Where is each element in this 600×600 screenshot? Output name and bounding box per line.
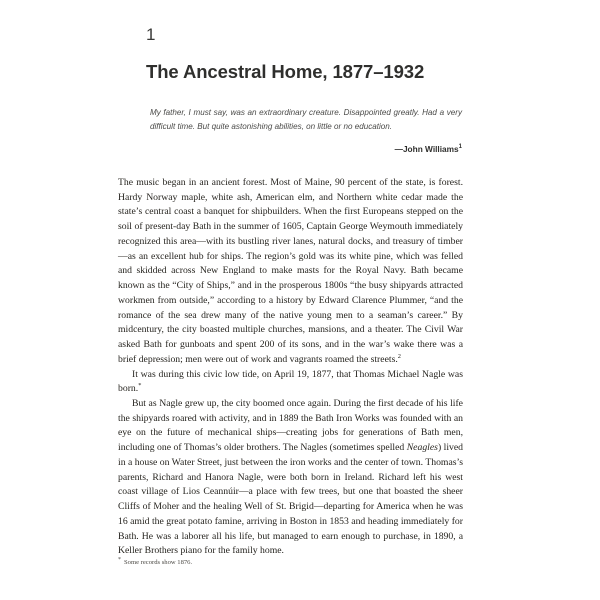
page-title: The Ancestral Home, 1877–1932 bbox=[146, 60, 425, 82]
body-paragraph bbox=[118, 176, 463, 368]
footnote bbox=[118, 558, 463, 567]
footnote-marker: * bbox=[118, 556, 121, 563]
body-run: It was during this civic low tide, on April 19, 1877, that Thomas Michael Nagle was born. bbox=[118, 368, 463, 395]
body-run: ) lived in a house on Water Street, just between the iron works and the center of town. Thomas’s parents, Richard and Hanora Nagle, were both born in Ireland. Richard left his west coast village of Lios Ceannúir—a place with few trees, but one that boasted the sheer Cliffs of Moher and the healing Well of St. Brigid—departing for America when he was 16 amid the great potato famine, arriving in Boston in 1853 and heading immediately for Bath. He was a laborer all his life, but managed to earn enough to purchase, in 1890, a Keller Brothers piano for the family home. bbox=[118, 442, 463, 557]
chapter-number: 1 bbox=[146, 25, 156, 44]
footnote-marker-inline: * bbox=[138, 382, 142, 390]
epigraph-attribution-dash: — bbox=[394, 143, 403, 154]
body-paragraph bbox=[118, 368, 463, 397]
body-text bbox=[118, 176, 463, 559]
chapter-heading bbox=[146, 26, 466, 83]
body-run: But as Nagle grew up, the city boomed once again. During the first decade of his life the shipyards roared with activity, and in 1889 the Bath Iron Works was founded with an eye on the future of mechanical ships—creating jobs for generations of Bath men, including one of Thomas’s older brothers. The Nagles (sometimes spelled bbox=[118, 398, 463, 454]
body-run: The music began in an ancient forest. Most of Maine, 90 percent of the state, is forest. Hardy Norway maple, white ash, American elm, and Northern white cedar made the state’s central coast a banquet for shipbuilders. When the first Europeans stepped on the soil of present-day Bath in the summer of 1605, Captain George Weymouth immediately recognized this area—with its bustling river lanes, natural docks, and treasury of timber—as an excellent hub for ships. The region’s gold was its white pine, which was felled and skidded across New England to make masts for the Royal Navy. Bath became known as the “City of Ships,” and in the prosperous 1800s “the busy shipyards attracted workmen from outside,” according to a history by Edward Clarence Plummer, “and the romance of the sea drew many of the native young men to a seaman’s career.” By midcentury, the city boasted multiple churches, mansions, and a theater. The Civil War asked Bath for gunboats and spent 200 of its sons, and in the war’s wake there was a brief depression; men were out of work and vagrants roamed the streets. bbox=[118, 177, 463, 365]
emphasis-text: Neagles bbox=[406, 442, 438, 454]
epigraph-attribution-name: John Williams bbox=[402, 143, 459, 154]
epigraph-footnote-marker: 1 bbox=[458, 144, 462, 151]
epigraph-quote: My father, I must say, was an extraordinary creature. Disappointed greatly. Had a very difficult time. But quite astonishing abilities, on little or no education. bbox=[150, 108, 462, 132]
footnote-marker-inline: 2 bbox=[397, 352, 401, 360]
epigraph-block bbox=[150, 106, 462, 154]
footnote-text: Some records show 1876. bbox=[124, 559, 193, 566]
epigraph-attribution bbox=[150, 144, 462, 154]
body-paragraph bbox=[118, 397, 463, 559]
